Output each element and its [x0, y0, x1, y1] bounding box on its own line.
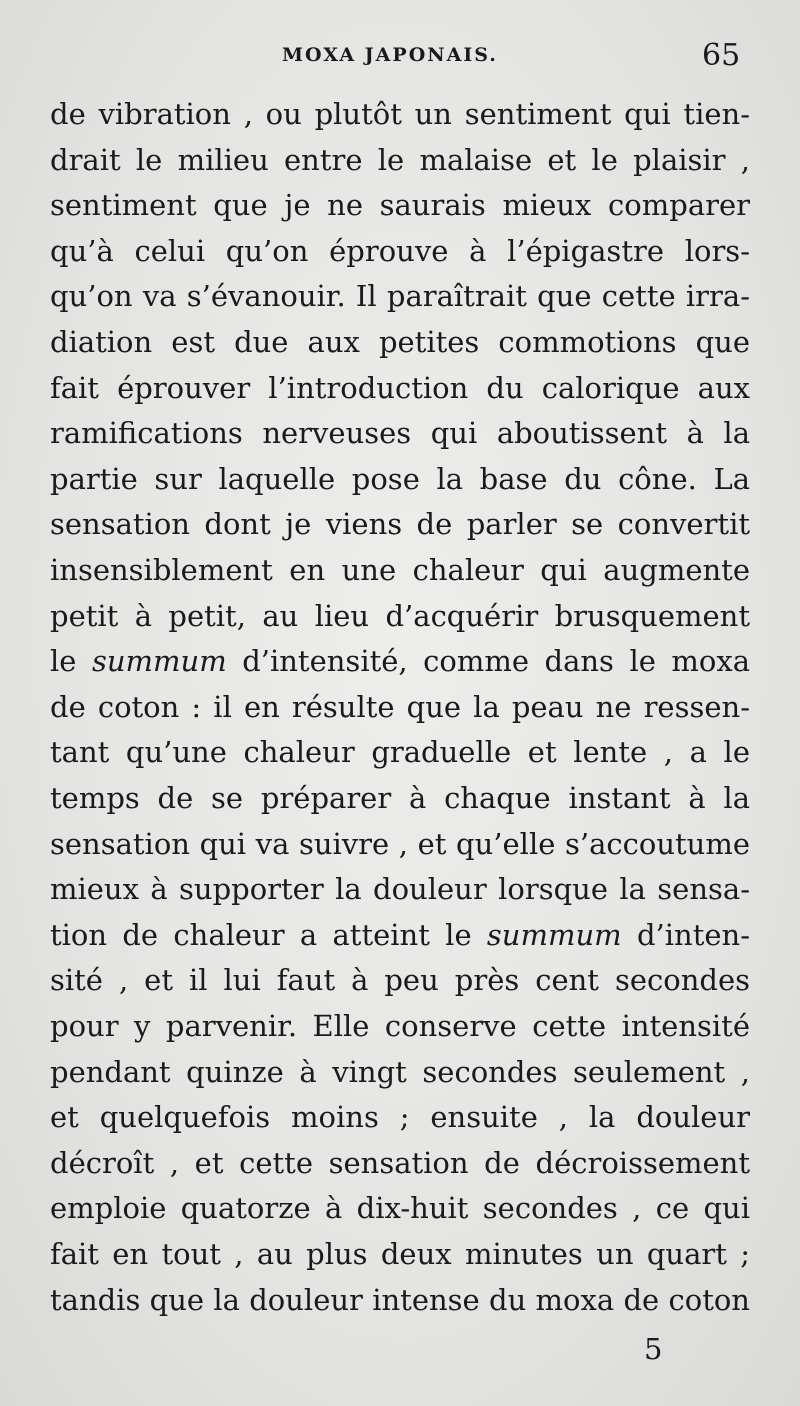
- running-header-title: MOXA JAPONAIS.: [282, 44, 498, 66]
- italic-term: summum: [486, 917, 622, 952]
- body-line: partie sur laquelle pose la base du cône. La: [50, 461, 750, 496]
- body-line: le summum d’intensité, comme dans le moxa: [50, 644, 750, 679]
- body-line: pendant quinze à vingt secondes seulement ,: [50, 1054, 750, 1089]
- body-line: emploie quatorze à dix-huit secondes , ce qui: [50, 1191, 750, 1226]
- body-line: sensation dont je viens de parler se convertit: [50, 507, 750, 542]
- italic-term: summum: [91, 644, 227, 679]
- body-line: insensiblement en une chaleur qui augmente: [50, 553, 750, 587]
- body-line: petit à petit, au lieu d’acquérir brusquement: [50, 598, 750, 633]
- body-line: mieux à supporter la douleur lorsque la sensa-: [50, 872, 750, 907]
- signature-mark: 5: [644, 1332, 663, 1366]
- page-number: 65: [702, 38, 741, 73]
- body-line: tant qu’une chaleur graduelle et lente , a le: [50, 735, 750, 770]
- body-line: décroît , et cette sensation de décroissement: [50, 1145, 750, 1180]
- body-line: fait en tout , au plus deux minutes un quart ;: [50, 1237, 750, 1271]
- body-line: de coton : il en résulte que la peau ne ressen-: [50, 689, 750, 724]
- body-line: pour y parvenir. Elle conserve cette intensité: [50, 1009, 750, 1043]
- body-line: sité , et il lui faut à peu près cent secondes: [50, 963, 750, 998]
- body-line: qu’à celui qu’on éprouve à l’épigastre lors-: [50, 233, 750, 268]
- body-line: tandis que la douleur intense du moxa de coton: [50, 1282, 750, 1317]
- body-line: tion de chaleur a atteint le summum d’inten-: [50, 917, 750, 952]
- body-line: fait éprouver l’introduction du calorique aux: [50, 370, 750, 405]
- body-line: et quelquefois moins ; ensuite , la douleur: [50, 1100, 750, 1135]
- body-line: diation est due aux petites commotions que: [50, 325, 750, 359]
- body-line: de vibration , ou plutôt un sentiment qui tien-: [50, 97, 750, 131]
- body-line: qu’on va s’évanouir. Il paraîtrait que cette irra-: [50, 279, 750, 314]
- body-line: drait le milieu entre le malaise et le plaisir ,: [50, 142, 750, 177]
- body-line: sentiment que je ne saurais mieux comparer: [50, 188, 750, 223]
- body-line: ramifications nerveuses qui aboutissent à la: [50, 416, 750, 451]
- body-line: temps de se préparer à chaque instant à la: [50, 781, 750, 815]
- body-line: sensation qui va suivre , et qu’elle s’accoutume: [50, 826, 750, 861]
